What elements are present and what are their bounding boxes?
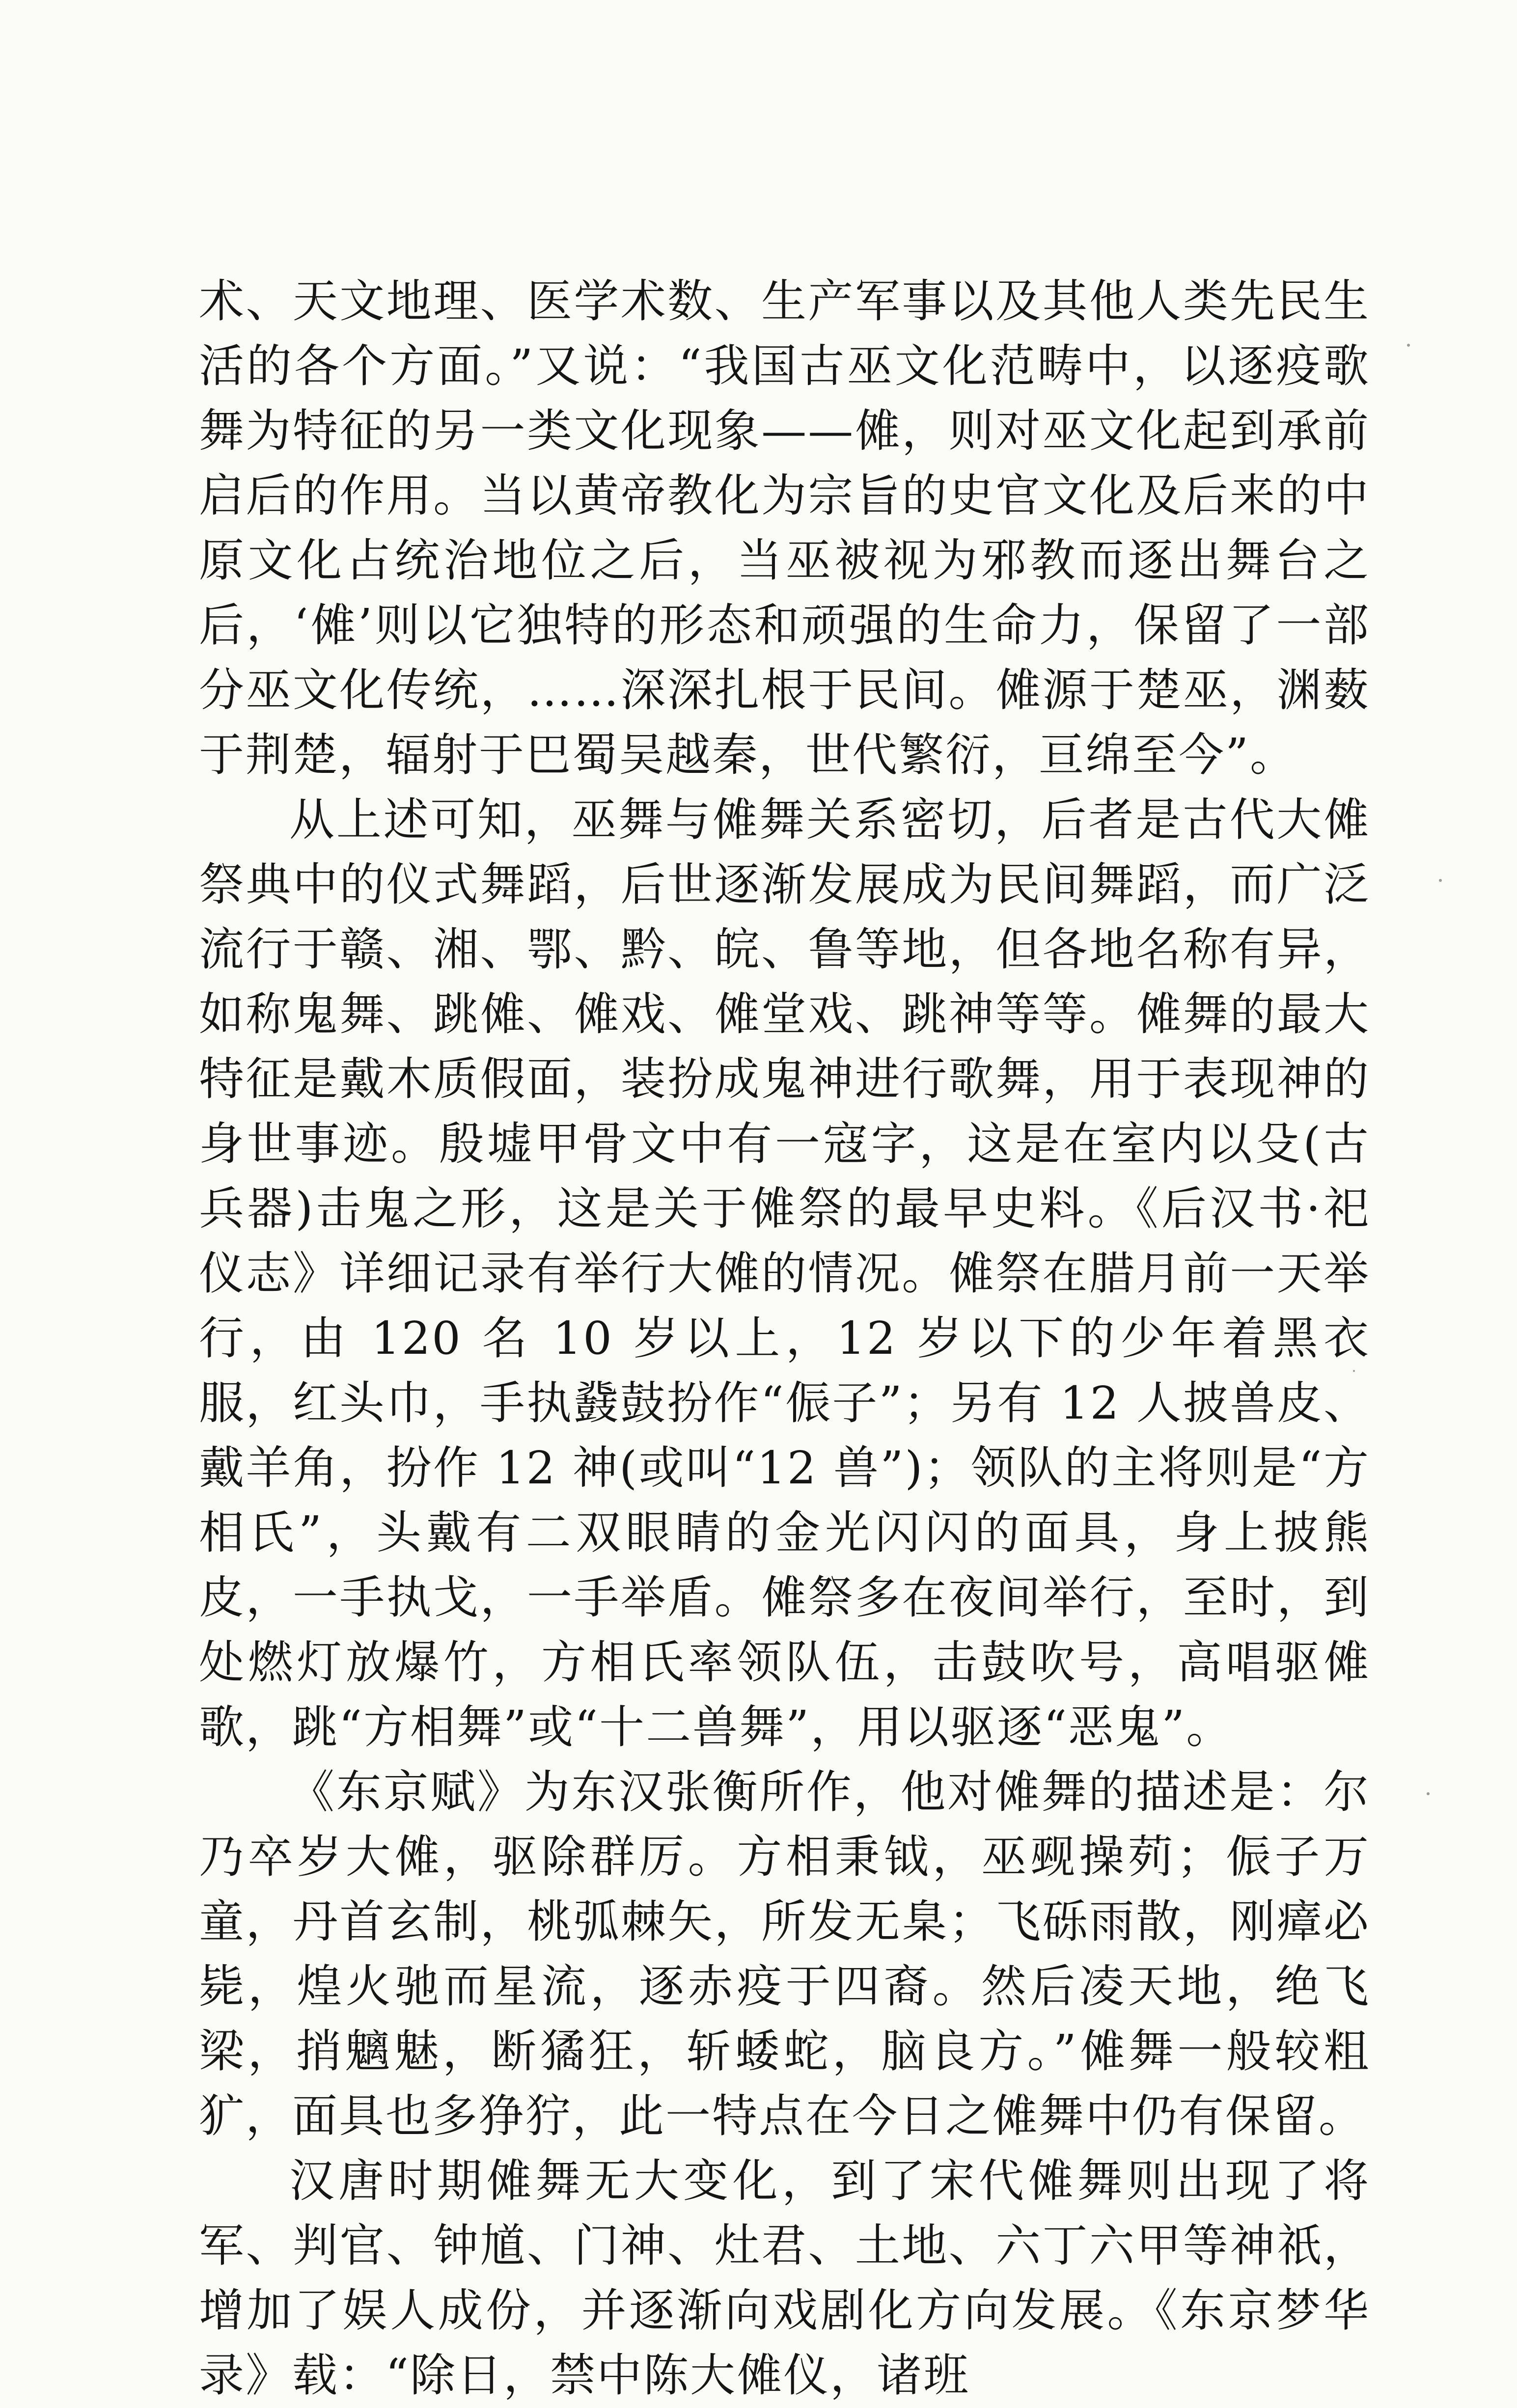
scan-speck xyxy=(1439,879,1442,882)
paragraph-3: 《东京赋》为东汉张衡所作，他对傩舞的描述是：尔乃卒岁大傩，驱除群厉。方相秉钺，巫觋操茢；侲子万童，丹首玄制，桃弧棘矢，所发无臬；飞砾雨散，刚瘴必毙，煌火驰而星流，逐赤疫于四裔。然后凌天地，绝飞梁，捎魑魅，断獝狂，斩蜲蛇，脑良方。”傩舞一般较粗犷，面具也多狰狞，此一特点在今日之傩舞中仍有保留。 xyxy=(199,1766,1370,2142)
scan-speck xyxy=(1407,344,1410,347)
scan-speck xyxy=(1353,1370,1355,1372)
body-text xyxy=(199,269,1370,2408)
paragraph-1: 术、天文地理、医学术数、生产军事以及其他人类先民生活的各个方面。”又说：“我国古巫文化范畴中，以逐疫歌舞为特征的另一类文化现象——傩，则对巫文化起到承前启后的作用。当以黄帝教化为宗旨的史官文化及后来的中原文化占统治地位之后，当巫被视为邪教而逐出舞台之后，‘傩’则以它独特的形态和顽强的生命力，保留了一部分巫文化传统，……深深扎根于民间。傩源于楚巫，渊薮于荆楚，辐射于巴蜀吴越秦，世代繁衍，亘绵至今”。 xyxy=(199,275,1370,781)
paragraph-4: 汉唐时期傩舞无大变化，到了宋代傩舞则出现了将军、判官、钟馗、门神、灶君、土地、六丁六甲等神祇，增加了娱人成份，并逐渐向戏剧化方向发展。《东京梦华录》载：“除日，禁中陈大傩仪，诸班 xyxy=(199,2155,1370,2402)
scan-speck xyxy=(1427,1792,1430,1795)
paragraph-2: 从上述可知，巫舞与傩舞关系密切，后者是古代大傩祭典中的仪式舞蹈，后世逐渐发展成为民间舞蹈，而广泛流行于赣、湘、鄂、黔、皖、鲁等地，但各地名称有异，如称鬼舞、跳傩、傩戏、傩堂戏、跳神等等。傩舞的最大特征是戴木质假面，装扮成鬼神进行歌舞，用于表现神的身世事迹。殷墟甲骨文中有一寇字，这是在室内以殳(古兵器)击鬼之形，这是关于傩祭的最早史料。《后汉书·祀仪志》详细记录有举行大傩的情况。傩祭在腊月前一天举行，由 120 名 10 岁以上，12 岁以下的少年着黑衣服，红头巾，手执鼗鼓扮作“侲子”；另有 12 人披兽皮、戴羊角，扮作 12 神(或叫“12 兽”)；领队的主将则是“方相氏”，头戴有二双眼睛的金光闪闪的面具，身上披熊皮，一手执戈，一手举盾。傩祭多在夜间举行，至时，到处燃灯放爆竹，方相氏率领队伍，击鼓吹号，高唱驱傩歌，跳“方相舞”或“十二兽舞”，用以驱逐“恶鬼”。 xyxy=(199,794,1370,1753)
